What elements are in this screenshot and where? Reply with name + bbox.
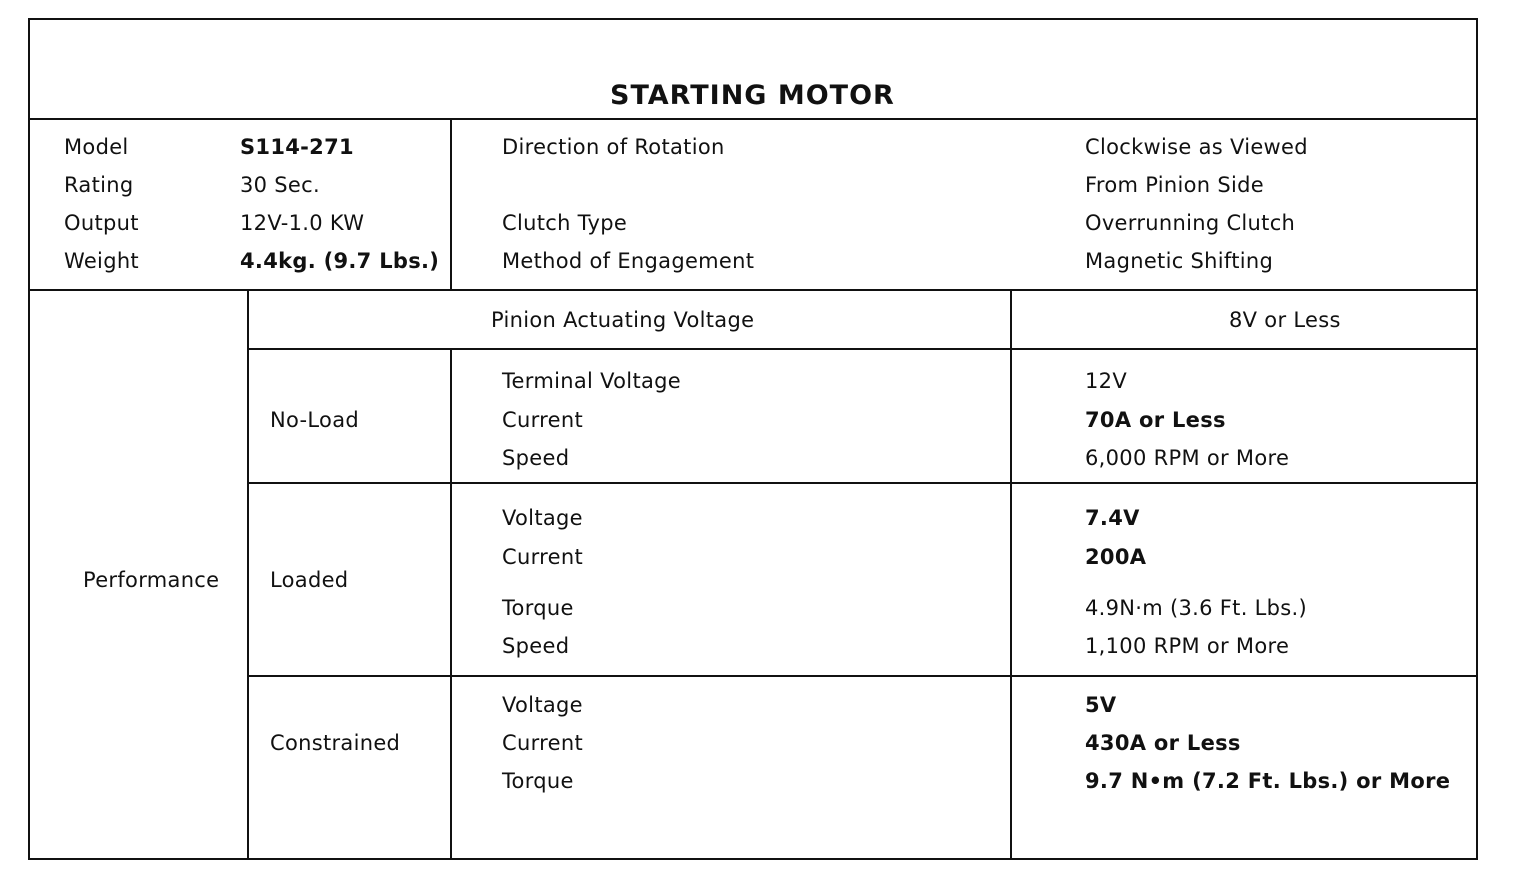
- loaded-param: Voltage: [502, 506, 583, 530]
- performance-column-divider: [247, 289, 249, 860]
- direction-label: Direction of Rotation: [502, 135, 725, 159]
- engagement-label: Method of Engagement: [502, 249, 755, 273]
- model-label: Model: [64, 135, 129, 159]
- constrained-value: 430A or Less: [1085, 731, 1241, 755]
- pinion-row-divider: [247, 348, 1478, 350]
- condition-column-divider: [450, 348, 452, 860]
- loaded-param: Torque: [502, 596, 574, 620]
- noload-param: Terminal Voltage: [502, 369, 681, 393]
- constrained-param: Current: [502, 731, 583, 755]
- clutch-value: Overrunning Clutch: [1085, 211, 1296, 235]
- noload-param: Speed: [502, 446, 570, 470]
- loaded-value: 200A: [1085, 545, 1147, 569]
- output-value: 12V-1.0 KW: [240, 211, 365, 235]
- table-border-bottom: [28, 858, 1478, 860]
- direction-value-2: From Pinion Side: [1085, 173, 1264, 197]
- loaded-row-divider: [247, 675, 1478, 677]
- noload-value: 6,000 RPM or More: [1085, 446, 1290, 470]
- specs-column-divider: [450, 118, 452, 291]
- loaded-value: 7.4V: [1085, 506, 1140, 530]
- noload-row-divider: [247, 482, 1478, 484]
- constrained-value: 9.7 N•m (7.2 Ft. Lbs.) or More: [1085, 769, 1451, 793]
- constrained-param: Torque: [502, 769, 574, 793]
- constrained-param: Voltage: [502, 693, 583, 717]
- model-value: S114-271: [240, 135, 354, 159]
- weight-value: 4.4kg. (9.7 Lbs.): [240, 249, 440, 273]
- loaded-label: Loaded: [270, 568, 349, 592]
- table-border-left: [28, 18, 30, 860]
- noload-param: Current: [502, 408, 583, 432]
- pinion-voltage-label: Pinion Actuating Voltage: [491, 308, 755, 332]
- loaded-param: Current: [502, 545, 583, 569]
- table-border-right: [1476, 18, 1478, 860]
- noload-value: 12V: [1085, 369, 1127, 393]
- title-divider: [28, 118, 1478, 120]
- performance-label: Performance: [83, 568, 220, 592]
- clutch-label: Clutch Type: [502, 211, 628, 235]
- specs-divider: [28, 289, 1478, 291]
- engagement-value: Magnetic Shifting: [1085, 249, 1274, 273]
- value-column-divider: [1010, 289, 1012, 860]
- table-title: STARTING MOTOR: [610, 80, 895, 111]
- direction-value-1: Clockwise as Viewed: [1085, 135, 1308, 159]
- loaded-value: 4.9N·m (3.6 Ft. Lbs.): [1085, 596, 1307, 620]
- noload-label: No-Load: [270, 408, 360, 432]
- loaded-value: 1,100 RPM or More: [1085, 634, 1290, 658]
- output-label: Output: [64, 211, 139, 235]
- constrained-label: Constrained: [270, 731, 401, 755]
- table-border-top: [28, 18, 1478, 20]
- weight-label: Weight: [64, 249, 139, 273]
- loaded-param: Speed: [502, 634, 570, 658]
- noload-value: 70A or Less: [1085, 408, 1226, 432]
- pinion-voltage-value: 8V or Less: [1229, 308, 1341, 332]
- rating-value: 30 Sec.: [240, 173, 320, 197]
- rating-label: Rating: [64, 173, 134, 197]
- constrained-value: 5V: [1085, 693, 1117, 717]
